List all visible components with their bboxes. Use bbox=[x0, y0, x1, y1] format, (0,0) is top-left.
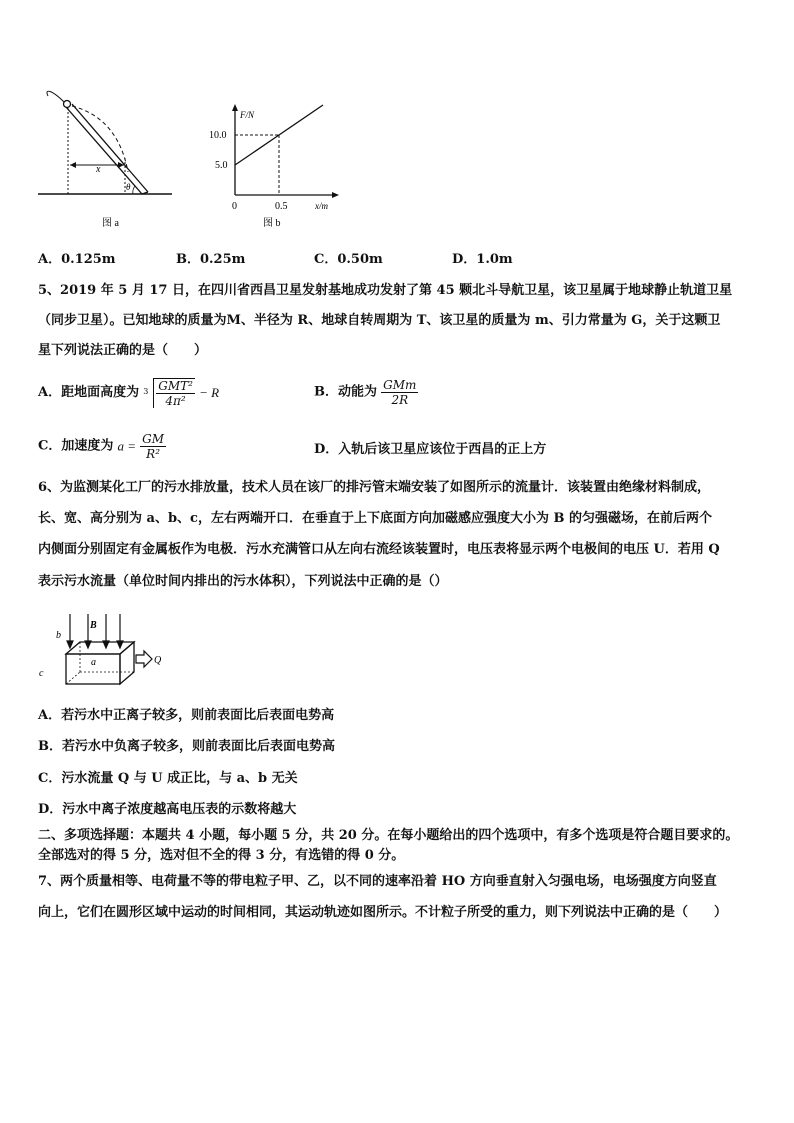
q5-option-d: D．入轨后该卫星应该位于西昌的正上方 bbox=[314, 442, 547, 457]
figure-a bbox=[30, 80, 180, 235]
q5-c-denominator: R² bbox=[146, 447, 161, 461]
q5-b-denominator: 2R bbox=[391, 393, 409, 407]
fig-a-caption: 图 a bbox=[102, 218, 119, 229]
y-axis-label: F/N bbox=[240, 110, 255, 120]
q6-stem-line2: 长、宽、高分别为 a、b、c，左右两端开口．在垂直于上下底面方向加磁感应强度大小为 B 的匀强磁场，在前后两个 bbox=[38, 511, 712, 526]
q5-option-a-prefix: A．距地面高度为 bbox=[38, 385, 140, 400]
q4-option-d: D．1.0m bbox=[452, 252, 513, 267]
q7-stem-line2: 向上，它们在圆形区域中运动的时间相同，其运动轨迹如图所示。不计粒子所受的重力，则下列说法中正确的是（ ） bbox=[38, 905, 728, 920]
q6-option-c: C．污水流量 Q 与 U 成正比，与 a、b 无关 bbox=[38, 771, 298, 786]
q5-c-numerator: GM bbox=[142, 432, 165, 446]
fig-label-c: c bbox=[39, 668, 44, 679]
x-tick-0: 0 bbox=[232, 201, 237, 212]
q5-option-b bbox=[314, 378, 418, 407]
fig-label-b: b bbox=[56, 630, 61, 641]
q5-a-denominator: 4π² bbox=[165, 394, 186, 408]
x-axis-label: x/m bbox=[315, 201, 328, 211]
q6-option-b: B．若污水中负离子较多，则前表面比后表面电势高 bbox=[38, 739, 335, 754]
flow-meter-figure bbox=[36, 610, 166, 695]
q6-stem-line1: 6、为监测某化工厂的污水排放量，技术人员在该厂的排污管末端安装了如图所示的流量计．该装置由绝缘材料制成， bbox=[38, 480, 711, 495]
q7-stem-line1: 7、两个质量相等、电荷量不等的带电粒子甲、乙，以不同的速率沿着 HO 方向垂直射入匀强电场，电场强度方向竖直 bbox=[38, 874, 717, 889]
y-tick-10: 10.0 bbox=[209, 130, 227, 141]
q6-stem-line4: 表示污水流量（单位时间内排出的污水体积），下列说法中正确的是（） bbox=[38, 574, 448, 589]
q4-option-b: B．0.25m bbox=[176, 252, 246, 267]
fig-a-x-label: x bbox=[96, 164, 101, 175]
q5-stem-line2: （同步卫星）。已知地球的质量为M、半径为 R、地球自转周期为 T、该卫星的质量为 m、引力常量为 G，关于这颗卫 bbox=[38, 313, 721, 328]
fig-label-Q: Q bbox=[154, 655, 162, 666]
q5-a-suffix: − R bbox=[199, 385, 220, 400]
fig-b-caption: 图 b bbox=[263, 218, 281, 229]
fig-label-a: a bbox=[91, 657, 96, 668]
cube-root bbox=[143, 378, 195, 408]
fig-label-B: B bbox=[90, 620, 97, 631]
q6-option-a: A．若污水中正离子较多，则前表面比后表面电势高 bbox=[38, 708, 335, 723]
section2-line2: 全部选对的得 5 分，选对但不全的得 3 分，有选错的得 0 分。 bbox=[38, 848, 405, 863]
q5-a-numerator: GMT² bbox=[158, 379, 193, 393]
q6-stem-line3: 内侧面分别固定有金属板作为电极．污水充满管口从左向右流经该装置时，电压表将显示两个电极间的电压 U．若用 Q bbox=[38, 542, 720, 557]
q5-c-var: a = bbox=[117, 438, 137, 454]
q5-stem-line3: 星下列说法正确的是（ ） bbox=[38, 343, 208, 358]
q5-option-c bbox=[38, 432, 166, 461]
figure-b bbox=[205, 100, 345, 235]
fig-a-theta-label: θ bbox=[126, 182, 131, 192]
q4-option-a: A．0.125m bbox=[38, 252, 116, 267]
x-tick-0.5: 0.5 bbox=[275, 201, 288, 212]
section2-line1: 二、多项选择题：本题共 4 小题，每小题 5 分，共 20 分。在每小题给出的四个选项中，有多个选项是符合题目要求的。 bbox=[38, 828, 739, 843]
root-index: 3 bbox=[143, 387, 149, 396]
q5-option-c-prefix: C．加速度为 bbox=[38, 438, 114, 454]
q4-option-c: C．0.50m bbox=[314, 252, 383, 267]
q5-stem-line1: 5、2019 年 5 月 17 日，在四川省西昌卫星发射基地成功发射了第 45 颗北斗导航卫星，该卫星属于地球静止轨道卫星 bbox=[38, 283, 733, 298]
y-tick-5: 5.0 bbox=[215, 160, 228, 171]
q5-b-numerator: GMm bbox=[383, 378, 417, 392]
q5-option-a bbox=[38, 378, 219, 408]
q5-option-b-prefix: B．动能为 bbox=[314, 384, 377, 400]
q6-option-d: D．污水中离子浓度越高电压表的示数将越大 bbox=[38, 802, 297, 817]
